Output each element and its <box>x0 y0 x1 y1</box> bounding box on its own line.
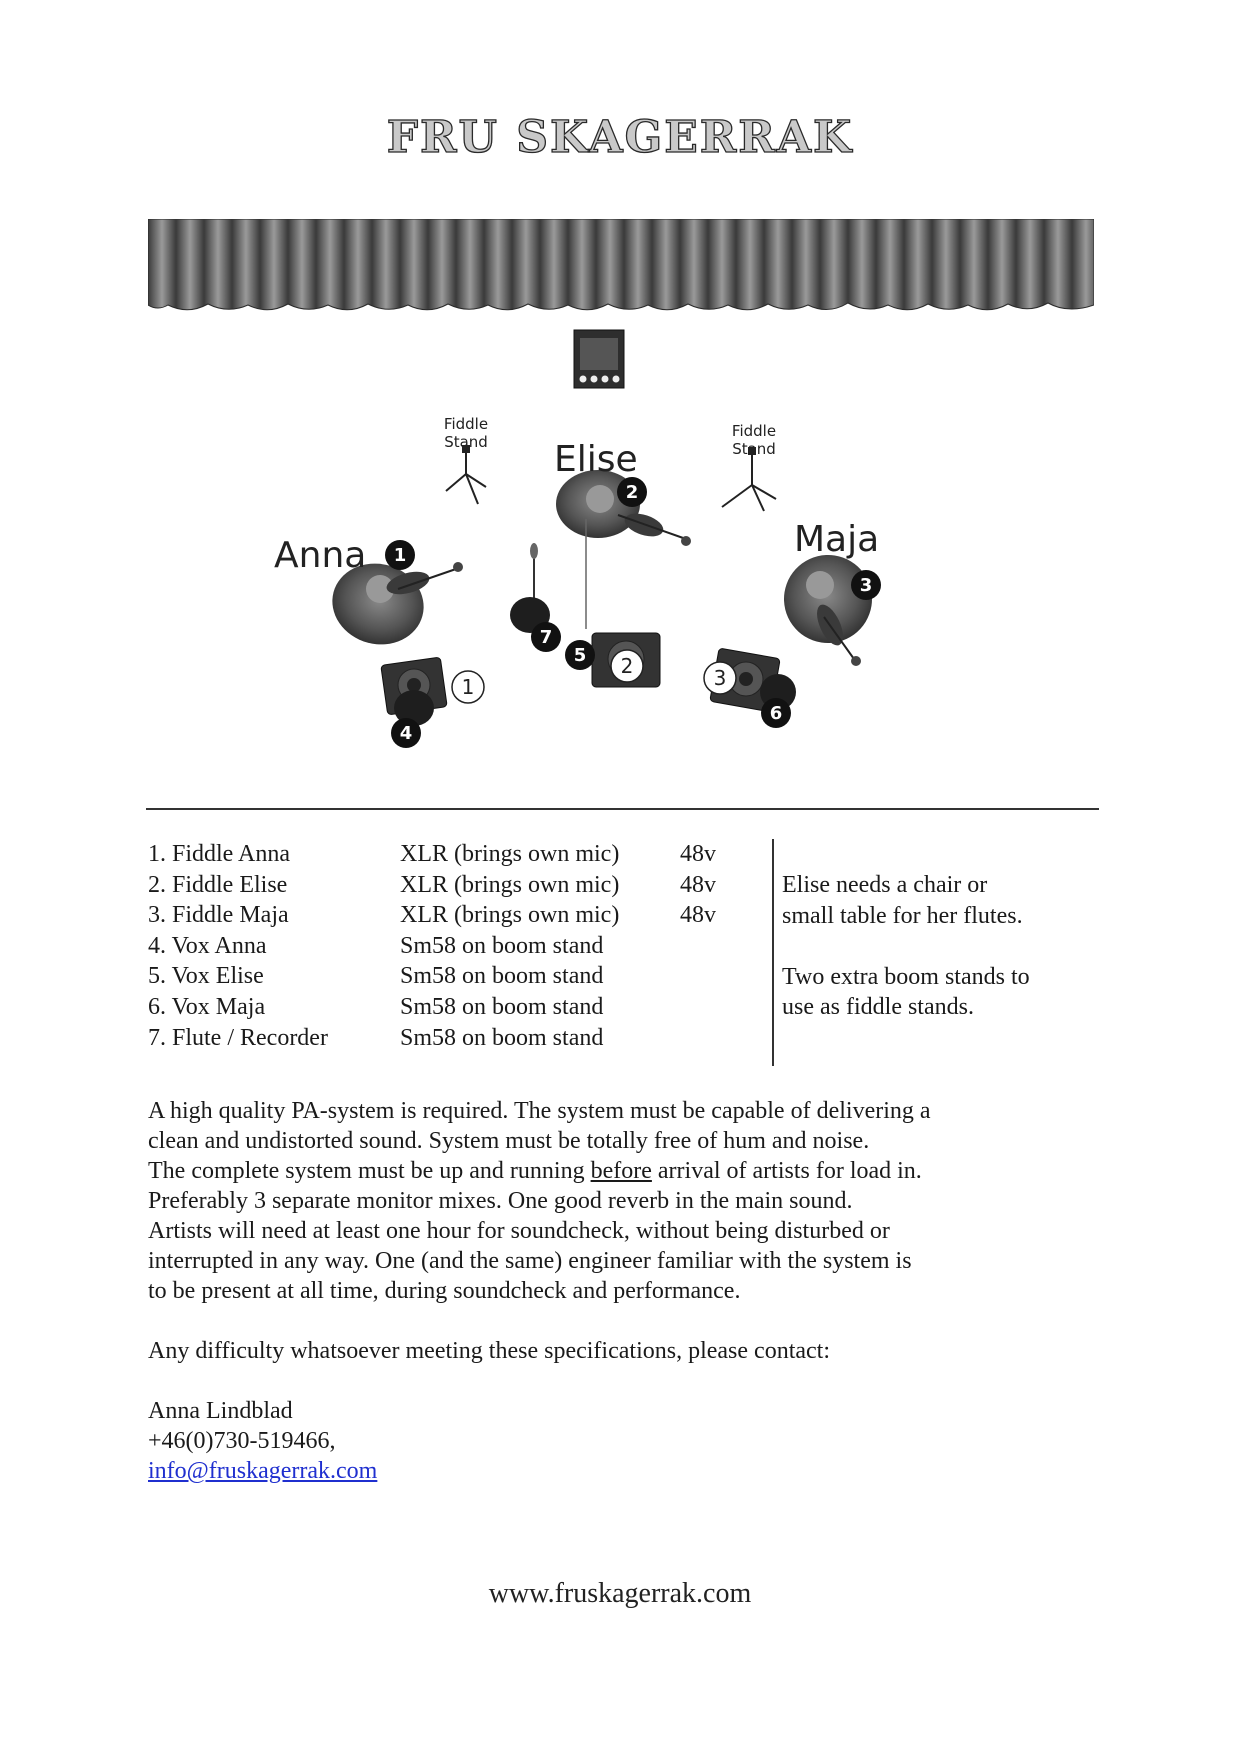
channel-name: 1. Fiddle Anna <box>148 841 290 867</box>
stagebox <box>574 330 624 388</box>
channel-connection: Sm58 on boom stand <box>400 993 604 1020</box>
contact-email-link[interactable]: info@fruskagerrak.com <box>148 1458 378 1484</box>
stage-curtain <box>148 219 1094 310</box>
section-divider <box>146 808 1099 810</box>
channel-name: 4. Vox Anna <box>148 932 267 959</box>
channel-row <box>148 900 740 931</box>
footer-url: www.fruskagerrak.com <box>488 1578 752 1609</box>
channel-row <box>148 961 740 992</box>
channel-row <box>148 839 740 870</box>
channel-connection: Sm58 on boom stand <box>400 963 604 990</box>
channel-name: 6. Vox Maja <box>148 993 266 1020</box>
fiddle-stand-right-label-line1: Fiddle <box>731 422 777 440</box>
wedge-label-2: 2 <box>620 654 634 678</box>
note-line: small table for her flutes. <box>782 902 1023 929</box>
musician-label-elise: Elise <box>554 439 638 480</box>
requirements-line: interrupted in any way. One (and the same) engineer familiar with the system is <box>148 1248 912 1274</box>
channel-phantom: 48v <box>680 871 716 898</box>
contact-details <box>148 1396 377 1486</box>
requirements-text: arrival of artists for load in. <box>651 1158 922 1184</box>
channel-connection: XLR (brings own mic) <box>400 841 620 867</box>
page-title: FRU SKAGERRAK <box>386 112 854 163</box>
requirements-line <box>148 1156 1128 1186</box>
note-line: Two extra boom stands to <box>782 963 1030 990</box>
wedge-label-1: 1 <box>461 675 475 699</box>
requirements-text: The complete system must be up and running <box>148 1158 591 1184</box>
channel-phantom: 48v <box>680 841 716 867</box>
requirements-line: clean and undistorted sound. System must be totally free of hum and noise. <box>148 1128 870 1154</box>
requirements-paragraph <box>148 1096 1128 1306</box>
requirements-line: A high quality PA-system is required. The system must be capable of delivering a <box>148 1098 931 1124</box>
channel-list <box>148 839 740 1053</box>
requirements-line: to be present at all time, during soundcheck and performance. <box>148 1278 741 1304</box>
channel-phantom <box>680 992 740 1023</box>
channel-phantom <box>680 961 740 992</box>
channel-connection: XLR (brings own mic) <box>400 871 620 898</box>
marker-label-3: 3 <box>859 575 873 596</box>
channel-row <box>148 992 740 1023</box>
channel-connection: Sm58 on boom stand <box>400 1024 604 1051</box>
stage-plot-drawing <box>148 219 1094 779</box>
marker-label-5: 5 <box>573 645 587 666</box>
fiddle-stand-right-label-line2: Stand <box>732 440 776 458</box>
contact-name: Anna Lindblad <box>148 1398 293 1424</box>
notes-divider <box>772 839 774 1066</box>
notes-block <box>782 870 1030 1023</box>
channel-phantom: 48v <box>680 902 716 929</box>
fiddle-stand-right-label <box>726 422 782 458</box>
channel-phantom <box>680 1023 740 1054</box>
contact-phone: +46(0)730-519466, <box>148 1428 336 1454</box>
contact-intro: Any difficulty whatsoever meeting these specifications, please contact: <box>148 1338 830 1364</box>
marker-label-6: 6 <box>769 703 783 724</box>
note-line: Elise needs a chair or <box>782 872 988 898</box>
channel-name: 2. Fiddle Elise <box>148 871 288 898</box>
channel-connection: XLR (brings own mic) <box>400 902 620 929</box>
channel-name: 5. Vox Elise <box>148 963 264 990</box>
wedge-label-3: 3 <box>713 666 727 690</box>
marker-label-7: 7 <box>539 627 553 648</box>
stage-plot <box>148 219 1094 779</box>
marker-label-4: 4 <box>399 723 413 744</box>
fiddle-stand-left <box>446 445 486 504</box>
note-line: use as fiddle stands. <box>782 994 974 1021</box>
musician-label-anna: Anna <box>274 535 367 576</box>
requirements-line: Artists will need at least one hour for soundcheck, without being disturbed or <box>148 1218 890 1244</box>
channel-row <box>148 931 740 962</box>
requirements-emphasis: before <box>590 1158 652 1184</box>
channel-name: 7. Flute / Recorder <box>148 1024 328 1051</box>
note-spacer <box>782 931 1030 962</box>
marker-label-2: 2 <box>625 482 639 503</box>
marker-label-1: 1 <box>393 545 407 566</box>
fiddle-stand-left-label-line2: Stand <box>444 433 488 451</box>
channel-row <box>148 870 740 901</box>
requirements-line: Preferably 3 separate monitor mixes. One good reverb in the main sound. <box>148 1188 853 1214</box>
fiddle-stand-left-label-line1: Fiddle <box>443 415 489 433</box>
channel-name: 3. Fiddle Maja <box>148 902 289 929</box>
channel-connection: Sm58 on boom stand <box>400 932 604 959</box>
musician-label-maja: Maja <box>794 519 880 560</box>
channel-phantom <box>680 931 740 962</box>
fiddle-stand-left-label <box>438 415 494 451</box>
channel-row <box>148 1023 740 1054</box>
